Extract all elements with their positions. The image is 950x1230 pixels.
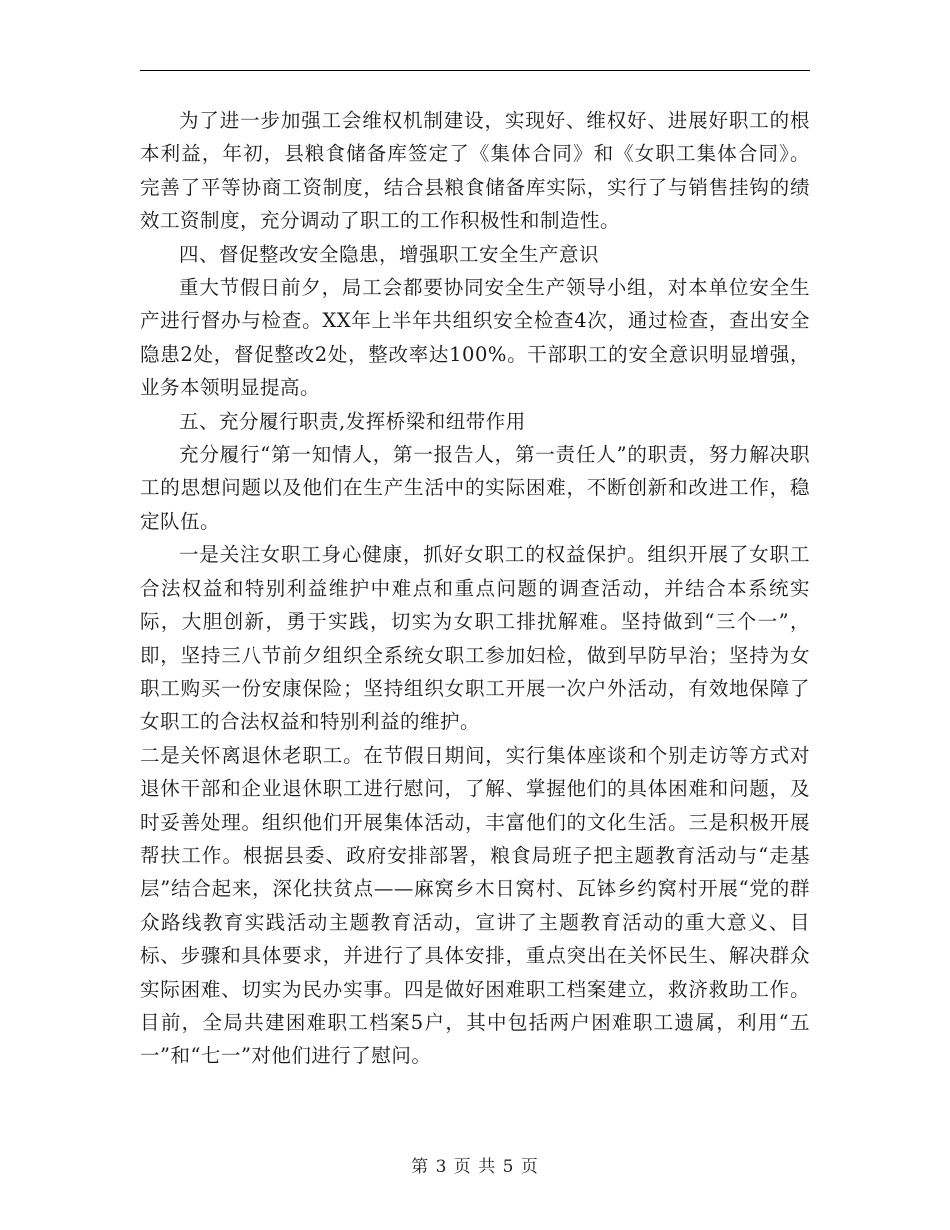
section-heading-duties: 五、充分履行职责,发挥桥梁和纽带作用 — [179, 409, 526, 433]
paragraph-female-workers: 一是关注女职工身心健康，抓好女职工的权益保护。组织开展了女职工合法权益和特别利益维护中难点和重点问题的调查活动，并结合本系统实际，大胆创新，勇于实践，切实为女职工排扰解难。坚持做到“三个一”，即，坚持三八节前夕组织全系统女职工参加妇检，做到早防早治；坚持为女职工购买一份安康保险；坚持组织女职工开展一次户外活动，有效地保障了女职工的合法权益和特别利益的维护。 — [140, 543, 810, 734]
section-heading-safety: 四、督促整改安全隐患，增强职工安全生产意识 — [179, 242, 600, 266]
page-number: 第 3 页 共 5 页 — [411, 1157, 539, 1177]
paragraph-duties: 充分履行“第一知情人，第一报告人，第一责任人”的职责，努力解决职工的思想问题以及他们在生产生活中的实际困难，不断创新和改进工作，稳定队伍。 — [140, 443, 810, 533]
header-rule — [140, 70, 810, 71]
paragraph-safety: 重大节假日前夕，局工会都要协同安全生产领导小组，对本单位安全生产进行督办与检查。XX年上半年共组织安全检查4次，通过检查，查出安全隐患2处，督促整改2处，整改率达100%。干部职工的安全意识明显增强，业务本领明显提高。 — [140, 276, 810, 400]
paragraph-retirees: 二是关怀离退休老职工。在节假日期间，实行集体座谈和个别走访等方式对退休干部和企业退休职工进行慰问，了解、掌握他们的具体困难和问题，及时妥善处理。组织他们开展集体活动，丰富他们的文化生活。三是积极开展帮扶工作。根据县委、政府安排部署，粮食局班子把主题教育活动与“走基层”结合起来，深化扶贫点——麻窝乡木日窝村、瓦钵乡约窝村开展“党的群众路线教育实践活动主题教育活动，宣讲了主题教育活动的重大意义、目标、步骤和具体要求，并进行了具体安排，重点突出在关怀民生、解决群众实际困难、切实为民办实事。四是做好困难职工档案建立，救济救助工作。目前，全局共建困难职工档案5户，其中包括两户困难职工遗属，利用“五一”和“七一”对他们进行了慰问。 — [140, 743, 810, 1068]
document-body — [140, 104, 810, 1073]
paragraph-contract: 为了进一步加强工会维权机制建设，实现好、维权好、进展好职工的根本利益，年初，县粮食储备库签定了《集体合同》和《女职工集体合同》。完善了平等协商工资制度，结合县粮食储备库实际，实行了与销售挂钩的绩效工资制度，充分调动了职工的工作积极性和制造性。 — [140, 109, 810, 233]
